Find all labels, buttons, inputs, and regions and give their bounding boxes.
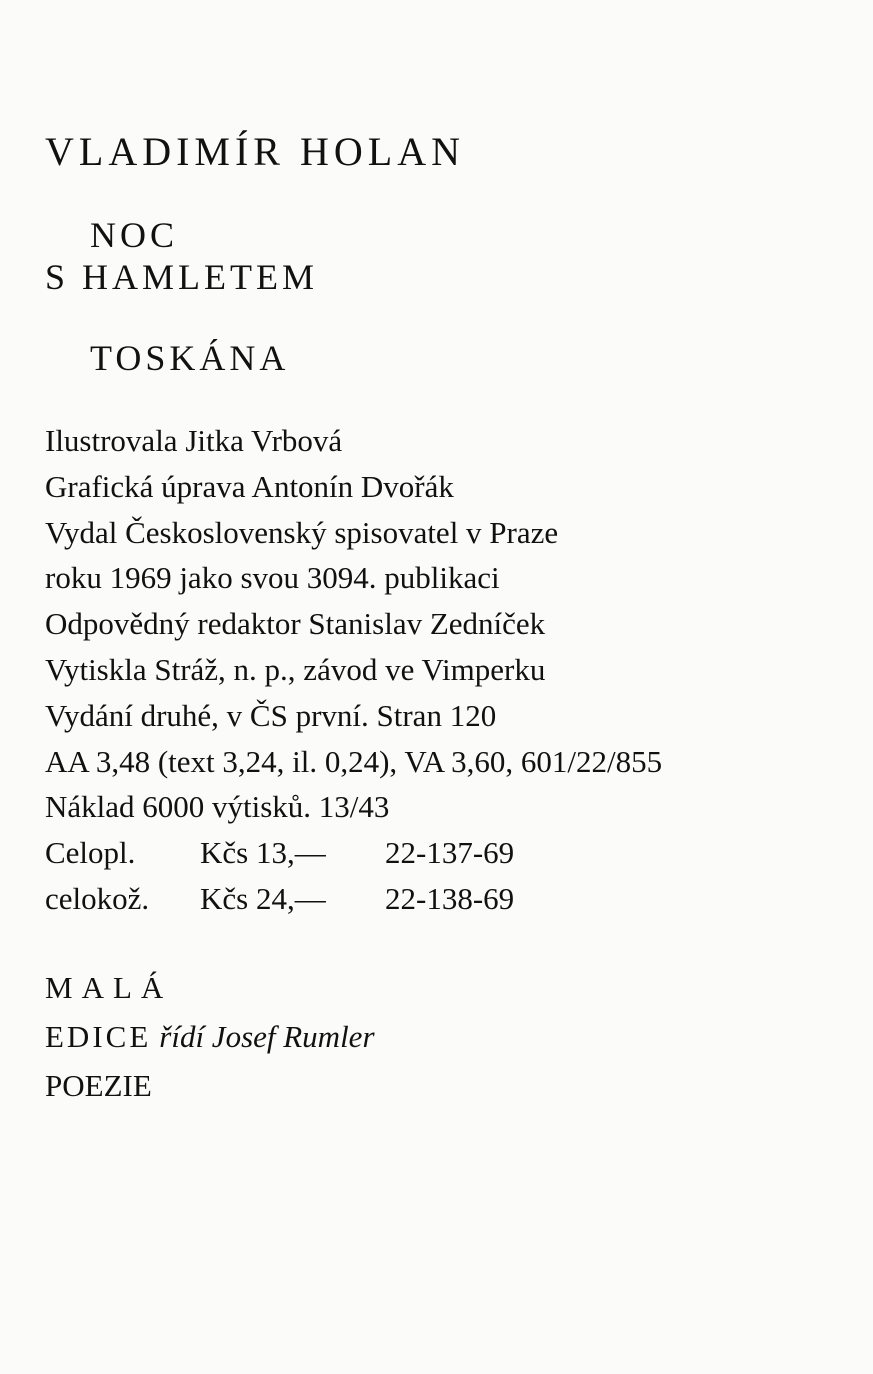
price-amount: Kčs 13,— [200,835,326,871]
series-editor: řídí Josef Rumler [159,1019,375,1054]
series-line-1: MALÁ [45,970,173,1005]
colophon-year: roku 1969 jako svou 3094. publikaci [45,560,500,596]
series-block [45,963,375,1110]
price-binding: Celopl. [45,835,136,871]
price-row [45,876,662,922]
colophon-publisher: Vydal Československý spisovatel v Praze [45,514,559,550]
colophon-design: Grafická úprava Antonín Dvořák [45,468,454,504]
book-title-line-2: S HAMLETEM [45,257,318,297]
author-name: VLADIMÍR HOLAN [45,129,465,174]
colophon-block [45,418,662,922]
price-amount: Kčs 24,— [200,880,326,916]
series-line-2: EDICE [45,1019,152,1054]
book-title-line-1: NOC [90,215,179,255]
book-title [45,214,318,298]
colophon-sheets: AA 3,48 (text 3,24, il. 0,24), VA 3,60, 601/22/855 [45,743,663,779]
price-code: 22-137-69 [385,835,515,871]
price-binding: celokož. [45,880,150,916]
book-subtitle: TOSKÁNA [90,338,290,378]
colophon-printer: Vytiskla Stráž, n. p., závod ve Vimperku [45,651,546,687]
colophon-edition: Vydání druhé, v ČS první. Stran 120 [45,697,497,733]
colophon-illustrator: Ilustrovala Jitka Vrbová [45,423,343,458]
price-row [45,830,662,876]
colophon-print-run: Náklad 6000 výtisků. 13/43 [45,789,390,825]
colophon-editor: Odpovědný redaktor Stanislav Zedníček [45,606,546,642]
series-line-3: POEZIE [45,1068,152,1103]
price-code: 22-138-69 [385,880,515,916]
series-line-2-wrap [45,1012,375,1061]
